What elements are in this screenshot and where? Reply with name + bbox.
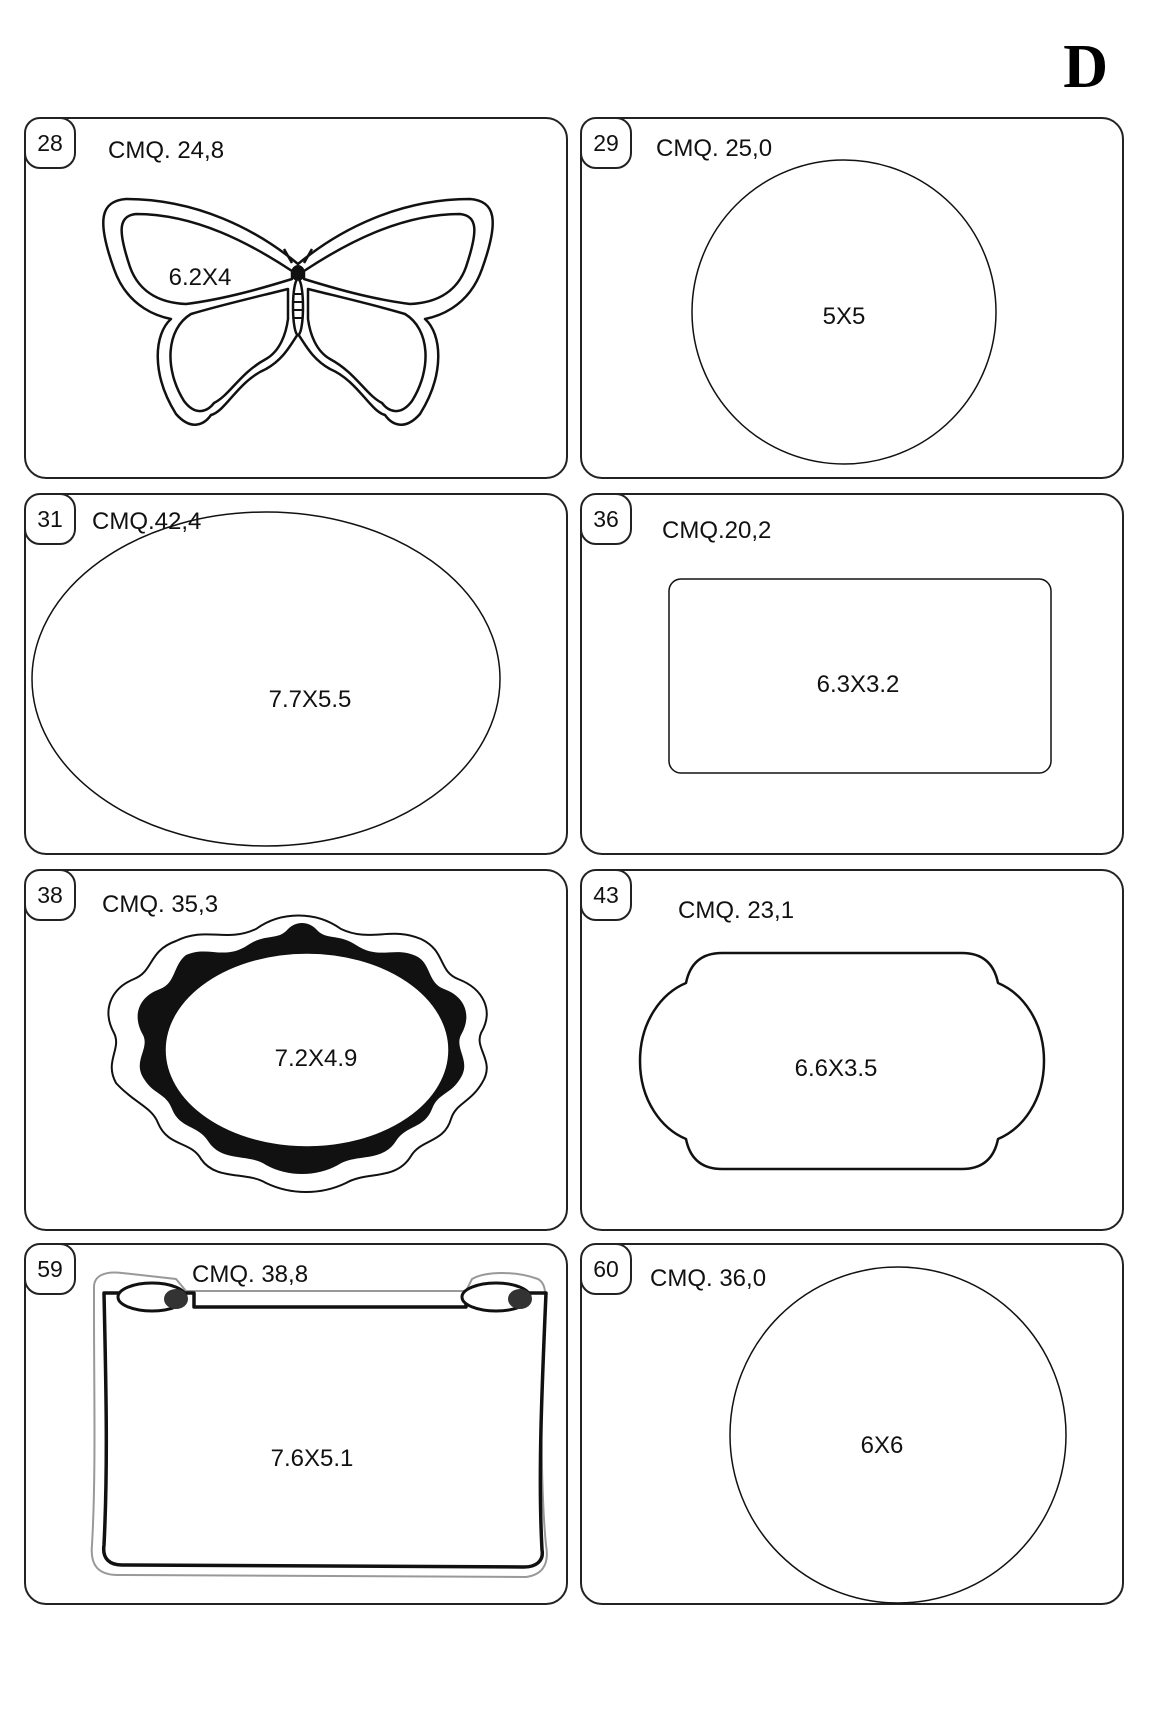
card-number: 28	[24, 117, 76, 169]
card-number: 59	[24, 1243, 76, 1295]
card-area-label: CMQ. 35,3	[102, 891, 219, 918]
butterfly-icon	[26, 119, 570, 481]
card-size-label: 6.2X4	[168, 264, 232, 291]
circle-icon	[582, 119, 1126, 481]
card-number: 43	[580, 869, 632, 921]
card-area-label: CMQ. 25,0	[656, 135, 773, 162]
card-size-label: 7.7X5.5	[268, 686, 352, 713]
card-size-label: 7.2X4.9	[274, 1045, 358, 1072]
card-number: 38	[24, 869, 76, 921]
card-size-label: 6.6X3.5	[794, 1055, 878, 1082]
card-number: 36	[580, 493, 632, 545]
card-59[interactable]	[24, 1243, 568, 1605]
card-43[interactable]	[580, 869, 1124, 1231]
card-28[interactable]	[24, 117, 568, 479]
card-number: 60	[580, 1243, 632, 1295]
card-area-label: CMQ.42,4	[92, 508, 202, 535]
card-38[interactable]	[24, 869, 568, 1231]
card-31[interactable]	[24, 493, 568, 855]
card-size-label: 7.6X5.1	[270, 1445, 354, 1472]
card-size-label: 6.3X3.2	[816, 671, 900, 698]
card-number: 29	[580, 117, 632, 169]
card-number: 31	[24, 493, 76, 545]
card-area-label: CMQ. 36,0	[650, 1265, 767, 1292]
card-size-label: 6X6	[860, 1432, 904, 1459]
page-letter: D	[1063, 33, 1108, 101]
card-area-label: CMQ. 38,8	[192, 1261, 309, 1288]
card-60[interactable]	[580, 1243, 1124, 1605]
card-area-label: CMQ. 24,8	[108, 137, 225, 164]
card-area-label: CMQ. 23,1	[678, 897, 795, 924]
scalloped-label-icon	[582, 871, 1126, 1233]
scroll-banner-icon	[26, 1245, 570, 1607]
circle-icon	[582, 1245, 1126, 1607]
card-36[interactable]	[580, 493, 1124, 855]
card-29[interactable]	[580, 117, 1124, 479]
card-area-label: CMQ.20,2	[662, 517, 772, 544]
card-size-label: 5X5	[822, 303, 866, 330]
oval-icon	[26, 495, 570, 857]
